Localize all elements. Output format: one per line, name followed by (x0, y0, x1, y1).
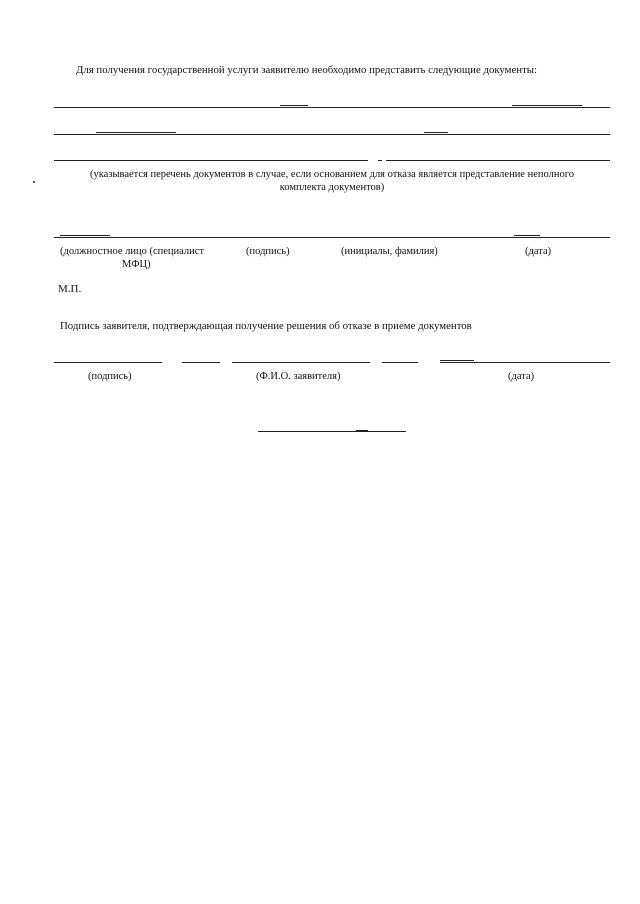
official-date-label: (дата) (525, 246, 552, 257)
applicant-signature-label: (подпись) (88, 371, 132, 382)
applicant-line-segment (382, 362, 418, 363)
document-list-line-1 (54, 107, 610, 108)
official-signature-line (54, 237, 610, 238)
line-mark (378, 160, 382, 161)
document-list-line-3 (54, 160, 368, 161)
note-documents-line2: комплекта документов) (279, 182, 385, 193)
applicant-heading: Подпись заявителя, подтверждающая получение решения об отказе в приеме документов (60, 320, 472, 332)
official-signature-label: (подпись) (246, 246, 290, 257)
official-position-label-2: МФЦ) (122, 259, 151, 270)
line-mark (440, 360, 474, 361)
line-mark (280, 105, 308, 106)
end-separator (258, 431, 406, 432)
scan-speck (33, 181, 35, 183)
applicant-date-label: (дата) (508, 371, 535, 382)
intro-text: Для получения государственной услуги заявителю необходимо представить следующие документы: (76, 64, 538, 76)
line-mark (424, 132, 448, 133)
applicant-name-label: (Ф.И.О. заявителя) (256, 371, 341, 382)
applicant-name-line (232, 362, 370, 363)
stamp-label: М.П. (58, 283, 82, 295)
document-list-line-2 (54, 134, 610, 135)
official-position-label: (должностное лицо (специалист (60, 246, 204, 257)
document-list-line-3b (386, 160, 610, 161)
line-mark (514, 235, 540, 236)
line-mark (60, 235, 110, 236)
line-mark (512, 105, 582, 106)
line-mark (96, 132, 176, 133)
official-name-label: (инициалы, фамилия) (341, 246, 438, 257)
applicant-date-line (440, 362, 610, 363)
applicant-signature-line (54, 362, 162, 363)
applicant-line-segment (182, 362, 220, 363)
line-mark (356, 430, 368, 431)
note-documents-line1: (указывается перечень документов в случае, если основанием для отказа является представление неполного (89, 169, 575, 180)
